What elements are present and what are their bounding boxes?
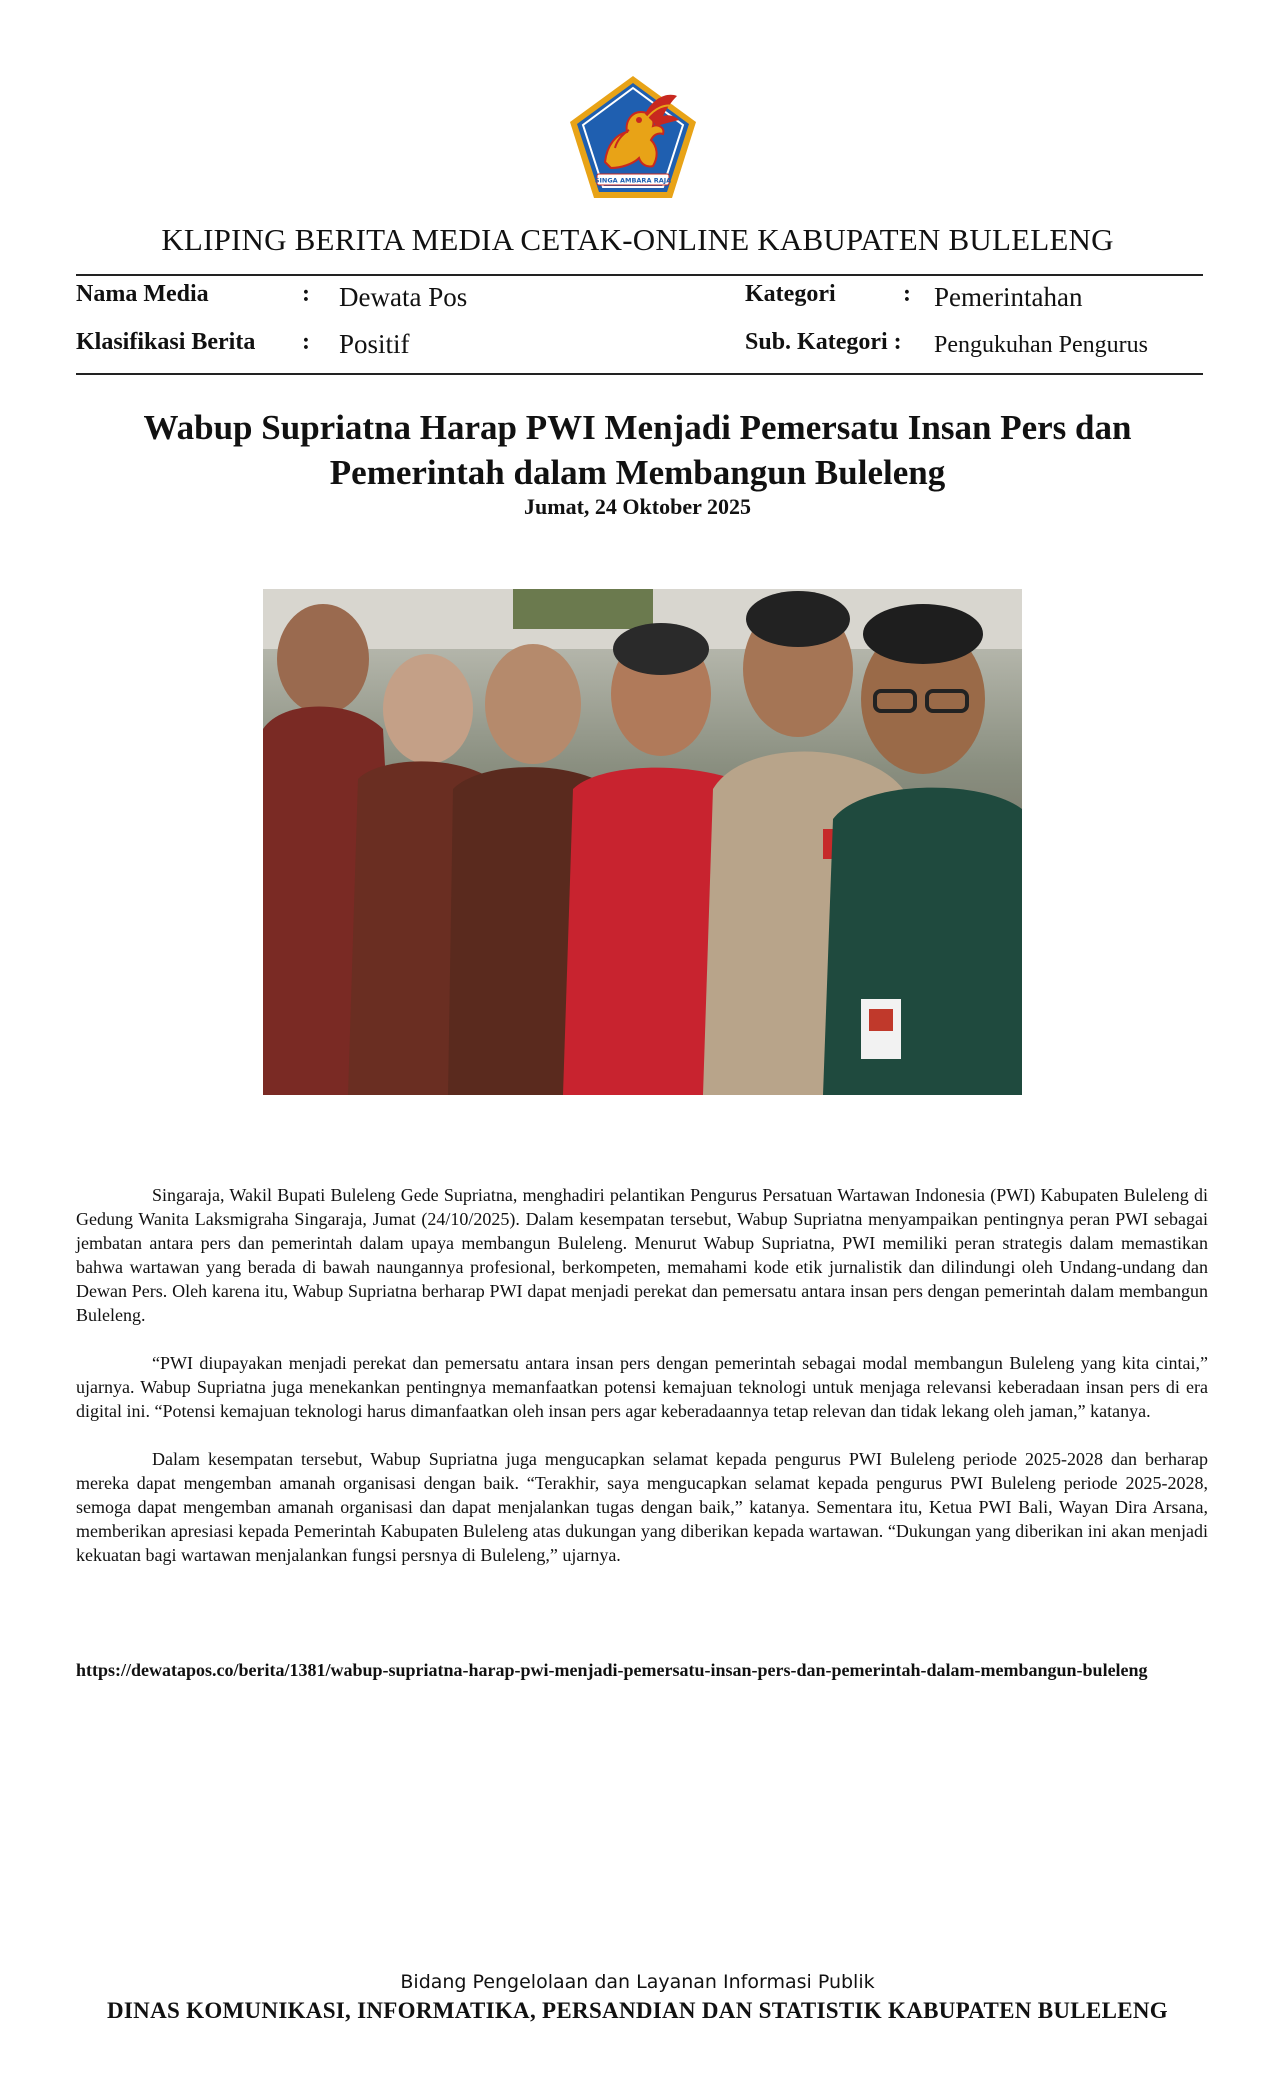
kategori-label: Kategori: [745, 281, 836, 307]
kategori-value: Pemerintahan: [934, 282, 1083, 312]
media-value: Dewata Pos: [339, 282, 468, 312]
crest-motto: SINGA AMBARA RAJA: [594, 176, 672, 185]
article-date: Jumat, 24 Oktober 2025: [524, 494, 751, 519]
document-title: KLIPING BERITA MEDIA CETAK-ONLINE KABUPATEN BULELENG: [161, 222, 1114, 257]
article-body: [76, 1183, 1208, 1591]
media-colon: :: [302, 281, 310, 307]
headline-line-1: Wabup Supriatna Harap PWI Menjadi Pemersatu Insan Pers dan: [143, 408, 1132, 447]
media-label: Nama Media: [76, 281, 209, 307]
source-link[interactable]: https://dewatapos.co/berita/1381/wabup-supriatna-harap-pwi-menjadi-pemersatu-insan-pers-dan-pemerintah-dalam-membangun-buleleng: [76, 1660, 1148, 1680]
header-divider-bottom: [76, 373, 1203, 375]
headline-line-2: Pemerintah dalam Membangun Buleleng: [329, 453, 946, 492]
article-photo: [263, 589, 1022, 1095]
klasifikasi-value: Positif: [339, 329, 410, 359]
klasifikasi-label: Klasifikasi Berita: [76, 329, 256, 355]
article-paragraph-3: Dalam kesempatan tersebut, Wabup Supriatna juga mengucapkan selamat kepada pengurus PWI Buleleng periode 2025-2028 dan berharap mereka dapat mengemban amanah organisasi dengan baik. “Terakhir, saya mengucapkan selamat kepada pengurus PWI Buleleng periode 2025-2028, semoga dapat mengemban amanah organisasi dan dapat menjalankan tugas dengan baik,” katanya. Sementara itu, Ketua PWI Bali, Wayan Dira Arsana, memberikan apresiasi kepada Pemerintah Kabupaten Buleleng atas dukungan yang diberikan kepada wartawan. “Dukungan yang diberikan ini akan menjadi kekuatan bagi wartawan menjalankan fungsi persnya di Buleleng,” ujarnya.: [76, 1449, 1208, 1565]
footer-department: Bidang Pengelolaan dan Layanan Informasi Publik: [400, 1971, 875, 1993]
klasifikasi-colon: :: [302, 329, 310, 355]
article-headline: [100, 405, 1175, 495]
subkategori-value: Pengukuhan Pengurus: [934, 332, 1148, 358]
subkategori-label: Sub. Kategori :: [745, 329, 902, 355]
footer-agency: DINAS KOMUNIKASI, INFORMATIKA, PERSANDIAN DAN STATISTIK KABUPATEN BULELENG: [107, 1998, 1168, 2023]
buleleng-crest-icon: [567, 74, 699, 202]
article-paragraph-2: “PWI diupayakan menjadi perekat dan pemersatu antara insan pers dengan pemerintah sebagai modal membangun Buleleng yang kita cintai,” ujarnya. Wabup Supriatna juga menekankan pentingnya memanfaatkan potensi kemajuan teknologi untuk menjaga relevansi keberadaan insan pers di era digital ini. “Potensi kemajuan teknologi harus dimanfaatkan oleh insan pers agar keberadaannya tetap relevan dan tidak lekang oleh jaman,” katanya.: [76, 1353, 1208, 1421]
header-divider-top: [76, 274, 1203, 276]
kategori-colon: :: [903, 281, 911, 307]
article-paragraph-1: Singaraja, Wakil Bupati Buleleng Gede Supriatna, menghadiri pelantikan Pengurus Persatuan Wartawan Indonesia (PWI) Kabupaten Buleleng di Gedung Wanita Laksmigraha Singaraja, Jumat (24/10/2025). Dalam kesempatan tersebut, Wabup Supriatna menyampaikan pentingnya peran PWI sebagai jembatan antara pers dan pemerintah dalam upaya membangun Buleleng. Menurut Wabup Supriatna, PWI memiliki peran strategis dalam memastikan bahwa wartawan yang berada di bawah naungannya profesional, berkompeten, memahami kode etik jurnalistik dan dilindungi oleh Undang-undang dan Dewan Pers. Oleh karena itu, Wabup Supriatna berharap PWI dapat menjadi perekat dan pemersatu antara insan pers dengan pemerintah dalam membangun Buleleng.: [76, 1185, 1208, 1325]
